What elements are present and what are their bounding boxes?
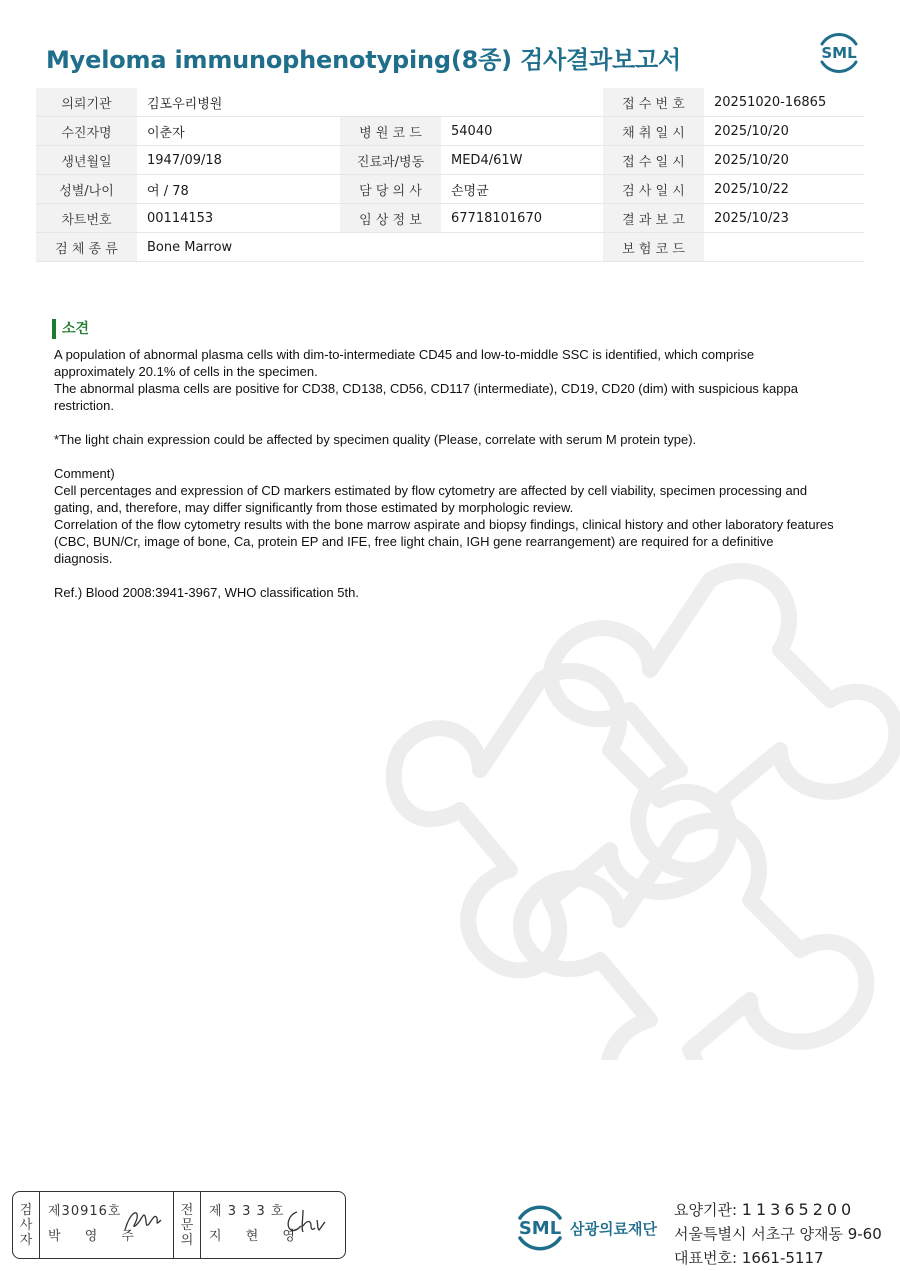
info-value: 2025/10/23 (704, 204, 864, 233)
info-label: 접 수 번 호 (603, 88, 704, 117)
info-label: 수진자명 (36, 117, 137, 146)
patient-info-table (36, 88, 864, 262)
examiner-label: 검 사 자 (13, 1192, 40, 1258)
info-row (36, 204, 864, 233)
specialist-cell (201, 1192, 335, 1258)
cross-watermark (380, 540, 900, 1060)
info-value: 2025/10/20 (704, 117, 864, 146)
info-label: 채 취 일 시 (603, 117, 704, 146)
info-value: 54040 (441, 117, 603, 146)
info-row (36, 233, 864, 262)
info-value: 67718101670 (441, 204, 603, 233)
info-label: 생년월일 (36, 146, 137, 175)
address: 서울특별시 서초구 양재동 9-60 (674, 1225, 882, 1243)
info-value: Bone Marrow (137, 233, 340, 262)
findings-para-2: The abnormal plasma cells are positive for CD38, CD138, CD56, CD117 (intermediate), CD19, CD20 (dim) with suspicious kappa restriction. (54, 381, 798, 413)
info-value: 김포우리병원 (137, 88, 340, 117)
findings-para-1: A population of abnormal plasma cells with dim-to-intermediate CD45 and low-to-middle SSC is identified, which comprise approximately 20.1% of cells in the specimen. (54, 347, 755, 379)
info-label (340, 233, 441, 262)
comment-label: Comment) (54, 466, 115, 481)
institution-code: 11365200 (741, 1200, 856, 1219)
info-value (704, 233, 864, 262)
findings-note: *The light chain expression could be affected by specimen quality (Please, correlate with serum M protein type). (54, 432, 697, 447)
info-value: 2025/10/20 (704, 146, 864, 175)
info-label: 검 체 종 류 (36, 233, 137, 262)
info-value: MED4/61W (441, 146, 603, 175)
comment-para-1: Cell percentages and expression of CD markers estimated by flow cytometry are affected by cell viability, specimen processing and gating, and, therefore, may differ significantly from those estimated by morphologic review. (54, 483, 808, 515)
footer-info (674, 1198, 882, 1270)
footer-logo-text: SML (518, 1218, 562, 1239)
info-value: 이춘자 (137, 117, 340, 146)
signature-box (12, 1191, 346, 1259)
info-label (340, 88, 441, 117)
examiner-cell (40, 1192, 174, 1258)
footer-sml-logo (510, 1198, 570, 1256)
sml-logo-text: SML (821, 44, 857, 62)
sml-logo (814, 28, 864, 76)
phone-number: 1661-5117 (741, 1249, 824, 1267)
info-label: 보 험 코 드 (603, 233, 704, 262)
info-label: 병 원 코 드 (340, 117, 441, 146)
examiner-license: 제30916호 (48, 1204, 122, 1219)
info-value: 1947/09/18 (137, 146, 340, 175)
info-label: 검 사 일 시 (603, 175, 704, 204)
info-label: 임 상 정 보 (340, 204, 441, 233)
specialist-name: 지 현 영 (209, 1229, 305, 1244)
report-title: Myeloma immunophenotyping(8종) 검사결과보고서 (46, 46, 681, 74)
specialist-label: 전 문 의 (174, 1192, 201, 1258)
info-row (36, 117, 864, 146)
reference: Ref.) Blood 2008:3941-3967, WHO classification 5th. (54, 585, 359, 600)
info-row (36, 88, 864, 117)
phone-label: 대표번호: (674, 1249, 738, 1267)
info-value: 손명균 (441, 175, 603, 204)
info-label: 담 당 의 사 (340, 175, 441, 204)
findings-heading: 소견 (52, 319, 89, 339)
info-label: 결 과 보 고 (603, 204, 704, 233)
info-label: 의뢰기관 (36, 88, 137, 117)
info-value (441, 88, 603, 117)
info-label: 접 수 일 시 (603, 146, 704, 175)
info-value: 2025/10/22 (704, 175, 864, 204)
info-value (441, 233, 603, 262)
info-value: 00114153 (137, 204, 340, 233)
info-value: 20251020-16865 (704, 88, 864, 117)
info-label: 성별/나이 (36, 175, 137, 204)
info-label: 차트번호 (36, 204, 137, 233)
examiner-signature (121, 1206, 165, 1236)
info-row (36, 146, 864, 175)
info-value: 여 / 78 (137, 175, 340, 204)
code-label: 요양기관: (674, 1201, 738, 1219)
examiner-name: 박 영 주 (48, 1229, 144, 1244)
comment-para-2: Correlation of the flow cytometry results with the bone marrow aspirate and biopsy findings, clinical history and other laboratory features (CBC, BUN/Cr, image of bone, Ca, protein EP and IFE, free light chain, IGH gene rearrangement) are required for a definitive diagnosis. (54, 517, 834, 566)
org-name: 삼광의료재단 (570, 1220, 657, 1238)
specialist-license: 제 3 3 3 호 (209, 1204, 285, 1219)
info-label: 진료과/병동 (340, 146, 441, 175)
specialist-signature (283, 1206, 327, 1236)
info-row (36, 175, 864, 204)
